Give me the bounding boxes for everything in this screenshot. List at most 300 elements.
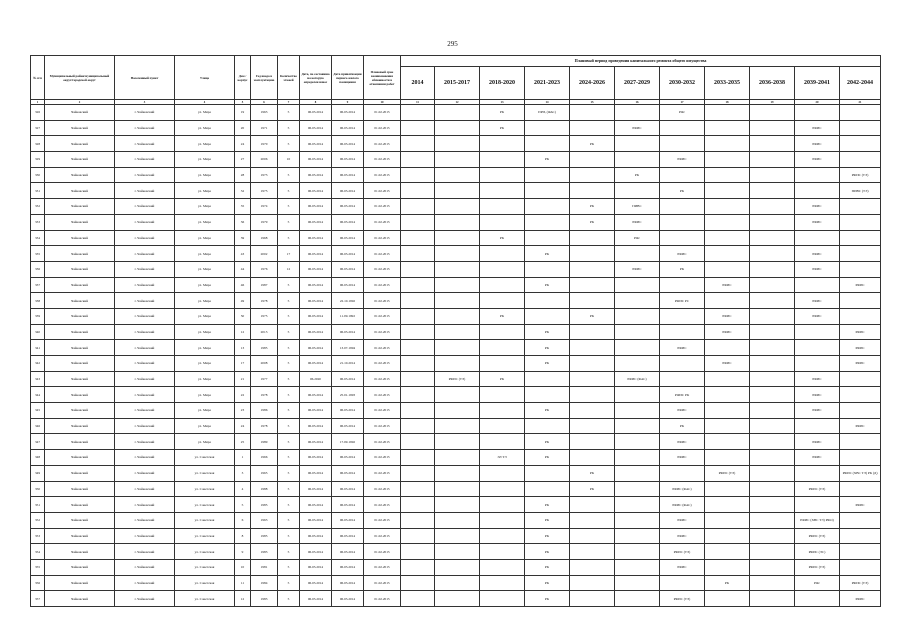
cell-street: ул. Советская — [175, 559, 235, 575]
cell-period — [615, 105, 660, 121]
cell-municipality: Чайковский — [45, 497, 115, 513]
table-row — [31, 465, 881, 481]
cell-period: РФс — [660, 105, 705, 121]
cell-n: 328 — [31, 136, 45, 152]
cell-period: РФИС (ФАС) — [660, 481, 705, 497]
cell-date-survey: 06.03.2014 — [300, 199, 332, 215]
column-number: 3 — [115, 100, 175, 105]
cell-period — [705, 214, 750, 230]
cell-n: 331 — [31, 183, 45, 199]
cell-period — [435, 308, 480, 324]
cell-municipality: Чайковский — [45, 481, 115, 497]
table-row — [31, 340, 881, 356]
cell-period — [660, 575, 705, 591]
cell-period: РФИС (ФАС) — [615, 371, 660, 387]
cell-period — [480, 136, 525, 152]
cell-date-privatization: 21.10.2014 — [332, 356, 364, 372]
cell-house: 12 — [235, 324, 251, 340]
cell-period — [525, 167, 570, 183]
cell-period: РФИС — [705, 277, 750, 293]
cell-period — [840, 481, 881, 497]
cell-period: РФИС — [840, 591, 881, 607]
table-row — [31, 418, 881, 434]
cell-house: 1 — [235, 450, 251, 466]
cell-period: РК — [525, 152, 570, 168]
cell-floors: 5 — [278, 120, 300, 136]
cell-period — [750, 387, 795, 403]
cell-year-built: 1989 — [251, 434, 278, 450]
cell-period — [435, 544, 480, 560]
cell-n: 346 — [31, 418, 45, 434]
cell-n: 336 — [31, 261, 45, 277]
cell-year-built: 1978 — [251, 387, 278, 403]
cell-period — [435, 105, 480, 121]
cell-deadline: 01.02.2015 — [364, 512, 401, 528]
cell-street: ул. Мира — [175, 340, 235, 356]
cell-street: ул. Мира — [175, 277, 235, 293]
cell-period — [570, 544, 615, 560]
cell-date-survey: 06.03.2014 — [300, 324, 332, 340]
cell-deadline: 01.02.2015 — [364, 434, 401, 450]
cell-n: 341 — [31, 340, 45, 356]
cell-period: РФИС — [660, 450, 705, 466]
cell-date-privatization: 06.03.2014 — [332, 277, 364, 293]
cell-period — [480, 277, 525, 293]
cell-municipality: Чайковский — [45, 559, 115, 575]
cell-period — [401, 261, 435, 277]
cell-period — [615, 528, 660, 544]
cell-date-privatization: 06.03.2014 — [332, 544, 364, 560]
cell-period — [750, 120, 795, 136]
cell-deadline: 01.02.2015 — [364, 356, 401, 372]
column-number: 9 — [332, 100, 364, 105]
cell-period — [705, 559, 750, 575]
cell-period: РФИС — [840, 418, 881, 434]
header-street: Улица — [175, 56, 235, 100]
cell-period — [570, 120, 615, 136]
cell-year-built: 1971 — [251, 120, 278, 136]
cell-period — [525, 481, 570, 497]
column-number: 15 — [570, 100, 615, 105]
cell-period — [401, 308, 435, 324]
column-number: 13 — [480, 100, 525, 105]
cell-period — [480, 246, 525, 262]
cell-date-survey: 06.03.2014 — [300, 120, 332, 136]
cell-period: РФИС — [795, 152, 840, 168]
cell-date-survey: 06.03.2014 — [300, 183, 332, 199]
cell-n: 334 — [31, 230, 45, 246]
cell-street: ул. Советская — [175, 575, 235, 591]
cell-floors: 5 — [278, 528, 300, 544]
header-year: 2042-2044 — [840, 67, 881, 100]
cell-n: 333 — [31, 214, 45, 230]
cell-municipality: Чайковский — [45, 246, 115, 262]
cell-period — [840, 512, 881, 528]
table-row — [31, 105, 881, 121]
cell-street: ул. Мира — [175, 136, 235, 152]
cell-municipality: Чайковский — [45, 199, 115, 215]
cell-locality: г. Чайковский — [115, 277, 175, 293]
cell-street: ул. Мира — [175, 418, 235, 434]
cell-period — [525, 136, 570, 152]
cell-floors: 5 — [278, 183, 300, 199]
cell-deadline: 01.02.2015 — [364, 277, 401, 293]
cell-house: 43 — [235, 246, 251, 262]
cell-n: 335 — [31, 246, 45, 262]
header-year: 2018-2020 — [480, 67, 525, 100]
column-number: 19 — [750, 100, 795, 105]
cell-period — [570, 340, 615, 356]
cell-period — [705, 136, 750, 152]
cell-period — [840, 293, 881, 309]
cell-period — [480, 214, 525, 230]
cell-period: РК — [525, 356, 570, 372]
cell-locality: г. Чайковский — [115, 356, 175, 372]
cell-house: 24 — [235, 136, 251, 152]
cell-period — [795, 167, 840, 183]
cell-period: РФИС — [795, 120, 840, 136]
table-row — [31, 387, 881, 403]
cell-period: РФс — [615, 230, 660, 246]
cell-locality: г. Чайковский — [115, 403, 175, 419]
table-row — [31, 199, 881, 215]
cell-deadline: 01.02.2015 — [364, 481, 401, 497]
cell-street: ул. Мира — [175, 293, 235, 309]
cell-period — [570, 418, 615, 434]
header-deadline: Плановый срок возникновения обязанности в отношении работ — [364, 56, 401, 100]
column-number: 18 — [705, 100, 750, 105]
cell-period — [480, 465, 525, 481]
cell-period — [480, 544, 525, 560]
cell-period — [401, 465, 435, 481]
cell-period — [705, 120, 750, 136]
cell-house: 23 — [235, 403, 251, 419]
cell-period — [840, 246, 881, 262]
cell-period — [615, 450, 660, 466]
cell-period: РФИС — [795, 434, 840, 450]
cell-period — [615, 481, 660, 497]
cell-locality: г. Чайковский — [115, 340, 175, 356]
cell-period — [840, 261, 881, 277]
cell-period — [401, 512, 435, 528]
cell-date-survey: 06.03.2014 — [300, 465, 332, 481]
cell-street: ул. Советская — [175, 544, 235, 560]
table-row — [31, 450, 881, 466]
cell-street: ул. Советская — [175, 465, 235, 481]
cell-period — [401, 167, 435, 183]
cell-date-privatization: 06.03.2014 — [332, 497, 364, 513]
cell-period — [435, 246, 480, 262]
cell-period — [570, 387, 615, 403]
cell-period — [705, 512, 750, 528]
cell-period — [840, 450, 881, 466]
cell-date-survey: 06.03.2014 — [300, 434, 332, 450]
cell-street: ул. Советская — [175, 512, 235, 528]
cell-period: РК — [525, 528, 570, 544]
cell-date-survey: 06.03.2014 — [300, 450, 332, 466]
cell-period — [705, 293, 750, 309]
cell-floors: 5 — [278, 324, 300, 340]
cell-floors: 5 — [278, 105, 300, 121]
cell-period — [615, 544, 660, 560]
cell-period — [615, 356, 660, 372]
cell-period: РФс — [795, 575, 840, 591]
cell-period — [570, 293, 615, 309]
table-row — [31, 261, 881, 277]
cell-period — [525, 308, 570, 324]
cell-period — [480, 528, 525, 544]
cell-date-survey: 06.03.2014 — [300, 105, 332, 121]
column-number: 20 — [795, 100, 840, 105]
cell-period — [480, 575, 525, 591]
cell-period: РК — [660, 261, 705, 277]
cell-floors: 5 — [278, 544, 300, 560]
cell-n: 340 — [31, 324, 45, 340]
cell-floors: 5 — [278, 230, 300, 246]
cell-deadline: 01.02.2015 — [364, 214, 401, 230]
cell-period — [435, 418, 480, 434]
cell-deadline: 01.02.2015 — [364, 308, 401, 324]
cell-year-built: 1970 — [251, 136, 278, 152]
cell-floors: 5 — [278, 465, 300, 481]
cell-period: РК — [525, 591, 570, 607]
cell-period — [705, 450, 750, 466]
cell-floors: 5 — [278, 434, 300, 450]
cell-period: РФИС (ТЭ) — [795, 481, 840, 497]
header-house: Дом / корпус — [235, 56, 251, 100]
cell-period — [705, 481, 750, 497]
cell-period — [840, 434, 881, 450]
cell-period — [615, 591, 660, 607]
cell-period: РК — [480, 105, 525, 121]
cell-house: 17 — [235, 356, 251, 372]
cell-period — [480, 559, 525, 575]
cell-period — [570, 434, 615, 450]
header-year: 2021-2023 — [525, 67, 570, 100]
cell-period: РФИС — [660, 512, 705, 528]
cell-period: РФИС — [615, 214, 660, 230]
cell-date-privatization: 22.10.1992 — [332, 293, 364, 309]
cell-deadline: 01.02.2015 — [364, 120, 401, 136]
cell-period — [615, 512, 660, 528]
cell-street: ул. Мира — [175, 308, 235, 324]
cell-period: РФИС — [840, 497, 881, 513]
cell-date-survey: 06.03.2014 — [300, 559, 332, 575]
cell-period — [480, 293, 525, 309]
cell-deadline: 01.02.2015 — [364, 544, 401, 560]
cell-period — [570, 403, 615, 419]
header-locality: Населенный пункт — [115, 56, 175, 100]
cell-year-built: 1988 — [251, 481, 278, 497]
cell-period — [525, 371, 570, 387]
header-year: 2024-2026 — [570, 67, 615, 100]
cell-period — [795, 497, 840, 513]
cell-year-built: 1973 — [251, 167, 278, 183]
cell-street: ул. Советская — [175, 450, 235, 466]
cell-period — [525, 293, 570, 309]
cell-date-survey: 06.03.2014 — [300, 387, 332, 403]
cell-period — [480, 591, 525, 607]
cell-floors: 17 — [278, 246, 300, 262]
cell-deadline: 01.02.2015 — [364, 199, 401, 215]
cell-period — [615, 293, 660, 309]
cell-house: 5 — [235, 497, 251, 513]
cell-date-survey: 06.03.2014 — [300, 308, 332, 324]
cell-period — [705, 403, 750, 419]
header-date-survey: Дата, по состоянию на которую определен износ — [300, 56, 332, 100]
cell-date-survey: 06.03.2014 — [300, 167, 332, 183]
table-row — [31, 246, 881, 262]
cell-floors: 5 — [278, 481, 300, 497]
cell-floors: 5 — [278, 293, 300, 309]
cell-period — [480, 512, 525, 528]
cell-period — [750, 512, 795, 528]
cell-period — [705, 167, 750, 183]
cell-period — [401, 356, 435, 372]
cell-n: 330 — [31, 167, 45, 183]
cell-street: ул. Мира — [175, 152, 235, 168]
cell-period — [795, 465, 840, 481]
cell-date-privatization: 06.03.2014 — [332, 167, 364, 183]
cell-period: РФИС — [660, 528, 705, 544]
cell-period: РФИС — [795, 293, 840, 309]
cell-period — [750, 183, 795, 199]
cell-period — [401, 136, 435, 152]
cell-date-privatization: 06.03.2014 — [332, 214, 364, 230]
cell-period — [705, 434, 750, 450]
cell-period — [401, 450, 435, 466]
cell-house: 22 — [235, 387, 251, 403]
cell-street: ул. Мира — [175, 105, 235, 121]
cell-period: РК — [570, 481, 615, 497]
column-number: 7 — [278, 100, 300, 105]
cell-municipality: Чайковский — [45, 340, 115, 356]
cell-period — [660, 356, 705, 372]
cell-period: РФИС — [795, 403, 840, 419]
cell-municipality: Чайковский — [45, 152, 115, 168]
cell-floors: 5 — [278, 214, 300, 230]
cell-street: ул. Советская — [175, 481, 235, 497]
cell-period — [750, 136, 795, 152]
cell-period: РФИС (ТЭ) — [795, 559, 840, 575]
cell-period: РК — [480, 371, 525, 387]
cell-locality: г. Чайковский — [115, 183, 175, 199]
cell-period — [840, 152, 881, 168]
cell-period — [615, 324, 660, 340]
cell-floors: 5 — [278, 308, 300, 324]
cell-period — [615, 403, 660, 419]
cell-period — [840, 528, 881, 544]
cell-house: 4 — [235, 481, 251, 497]
cell-period — [795, 324, 840, 340]
cell-period: РФИС (ЭС) — [795, 544, 840, 560]
cell-date-survey: 06.03.2014 — [300, 591, 332, 607]
cell-deadline: 01.02.2015 — [364, 387, 401, 403]
cell-period — [750, 324, 795, 340]
cell-house: 20 — [235, 120, 251, 136]
cell-period — [750, 167, 795, 183]
cell-period — [435, 387, 480, 403]
cell-period — [401, 214, 435, 230]
cell-period: РФИС — [795, 136, 840, 152]
column-number: 10 — [364, 100, 401, 105]
cell-municipality: Чайковский — [45, 183, 115, 199]
cell-period — [840, 120, 881, 136]
cell-period — [615, 465, 660, 481]
cell-locality: г. Чайковский — [115, 387, 175, 403]
cell-period — [615, 340, 660, 356]
cell-period — [435, 261, 480, 277]
cell-period — [401, 230, 435, 246]
cell-period: ПИВС (ТЭ) — [840, 183, 881, 199]
cell-period — [750, 403, 795, 419]
cell-house: 44 — [235, 261, 251, 277]
cell-period — [750, 308, 795, 324]
cell-period — [660, 371, 705, 387]
table-row — [31, 324, 881, 340]
cell-house: 8 — [235, 528, 251, 544]
cell-date-survey: 06.03.2014 — [300, 136, 332, 152]
cell-deadline: 01.02.2015 — [364, 591, 401, 607]
table-row — [31, 183, 881, 199]
cell-locality: г. Чайковский — [115, 371, 175, 387]
cell-locality: г. Чайковский — [115, 418, 175, 434]
cell-period — [401, 403, 435, 419]
cell-date-survey: 06.03.2014 — [300, 403, 332, 419]
cell-period — [401, 418, 435, 434]
cell-date-privatization: 06.03.2014 — [332, 528, 364, 544]
table-row — [31, 167, 881, 183]
cell-street: ул. Мира — [175, 167, 235, 183]
cell-period — [401, 544, 435, 560]
cell-period — [480, 183, 525, 199]
column-number: 12 — [435, 100, 480, 105]
cell-municipality: Чайковский — [45, 434, 115, 450]
cell-period — [750, 214, 795, 230]
cell-period — [705, 371, 750, 387]
cell-period — [795, 105, 840, 121]
cell-year-built: 2008 — [251, 356, 278, 372]
cell-locality: г. Чайковский — [115, 591, 175, 607]
cell-period: РФИС — [705, 324, 750, 340]
cell-period — [660, 136, 705, 152]
cell-period — [660, 214, 705, 230]
cell-period — [750, 340, 795, 356]
cell-period — [401, 277, 435, 293]
cell-date-privatization: 06.03.2014 — [332, 183, 364, 199]
table-row — [31, 230, 881, 246]
cell-house: 36 — [235, 214, 251, 230]
cell-floors: 5 — [278, 418, 300, 434]
cell-period — [480, 497, 525, 513]
cell-period — [435, 356, 480, 372]
cell-period — [435, 120, 480, 136]
cell-street: ул. Советская — [175, 497, 235, 513]
table-row — [31, 152, 881, 168]
cell-period — [795, 277, 840, 293]
cell-street: ул. Мира — [175, 371, 235, 387]
table-row — [31, 434, 881, 450]
cell-period: РФИС — [840, 324, 881, 340]
cell-date-privatization: 06.03.2014 — [332, 261, 364, 277]
cell-period — [570, 356, 615, 372]
cell-year-built: 1986 — [251, 403, 278, 419]
cell-period — [705, 591, 750, 607]
cell-n: 347 — [31, 434, 45, 450]
cell-period — [615, 246, 660, 262]
cell-period — [750, 465, 795, 481]
cell-locality: г. Чайковский — [115, 136, 175, 152]
